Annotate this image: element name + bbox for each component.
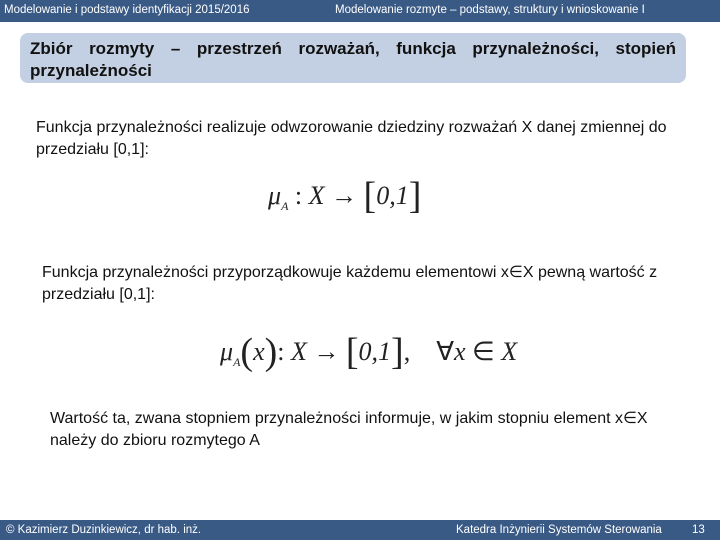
set-x: X [501, 337, 518, 366]
variable-x: x [454, 337, 466, 366]
element-of-symbol: ∈ [465, 337, 502, 366]
page-number: 13 [692, 524, 705, 536]
right-paren: ) [264, 331, 278, 373]
lecture-title: Modelowanie rozmyte – podstawy, struktury i wnioskowanie I [335, 4, 645, 16]
slide-footer-bar [0, 520, 720, 540]
forall-symbol: ∀ [436, 337, 454, 366]
course-title: Modelowanie i podstawy identyfikacji 2015/2016 [4, 4, 250, 16]
right-bracket: ] [391, 331, 404, 373]
slide-header-bar [0, 0, 720, 22]
slide-title: Zbiór rozmyty – przestrzeń rozważań, funkcja przynależności, stopień przynależności [20, 33, 686, 83]
arrow-symbol: → [324, 181, 364, 210]
colon: : [288, 181, 309, 210]
department-name: Katedra Inżynierii Systemów Sterowania [456, 524, 662, 536]
left-paren: ( [240, 331, 254, 373]
formula-membership-value [220, 330, 517, 374]
mu-symbol: μ [268, 181, 282, 210]
mu-symbol: μ [220, 337, 234, 366]
interval: 0,1 [358, 337, 392, 366]
paragraph-membership-degree: Wartość ta, zwana stopniem przynależności informuje, w jakim stopniu element x∈X należy do zbioru rozmytego A [50, 410, 648, 449]
left-bracket: [ [345, 331, 359, 373]
paragraph-assignment: Funkcja przynależności przyporządkowuje każdemu elementowi x∈X pewną wartość z przedziału [0,1]: [42, 264, 658, 303]
left-bracket: [ [363, 175, 377, 217]
formula-membership-mapping [268, 174, 421, 218]
set-x: X [308, 181, 325, 210]
set-x: X [291, 337, 307, 366]
subscript-a: A [233, 355, 241, 369]
author-credit: © Kazimierz Duzinkiewicz, dr hab. inż. [6, 524, 202, 536]
comma: , [403, 337, 411, 366]
arrow-symbol: → [306, 337, 346, 366]
paragraph-mapping: Funkcja przynależności realizuje odwzorowanie dziedziny rozważań X danej zmiennej do przedziału [0,1]: [36, 119, 667, 158]
right-bracket: ] [408, 175, 422, 217]
subscript-a: A [281, 199, 289, 213]
variable-x: x [253, 337, 265, 366]
colon: : [277, 337, 291, 366]
interval: 0,1 [376, 181, 409, 210]
